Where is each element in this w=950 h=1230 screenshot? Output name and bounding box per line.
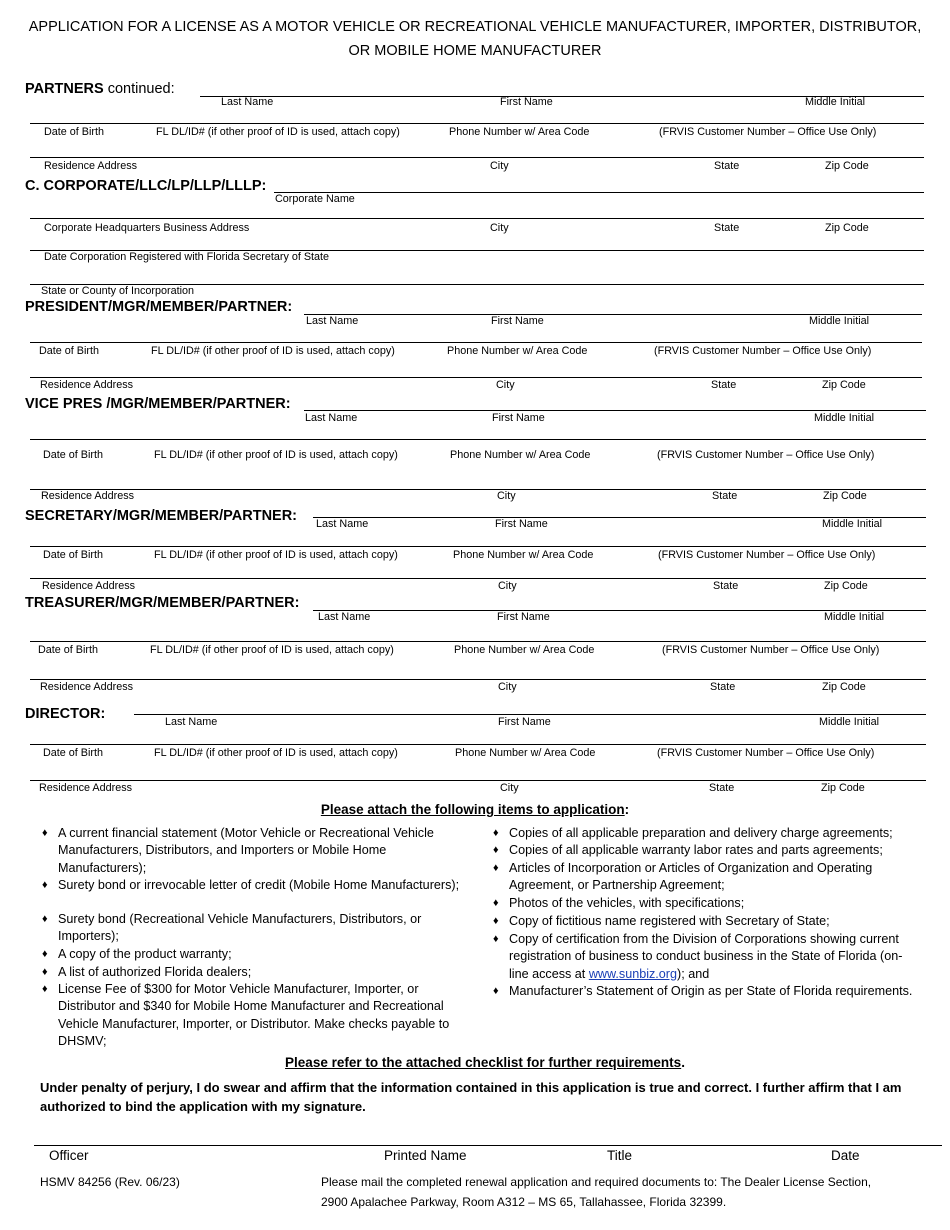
vice-president-dl-label: FL DL/ID# (if other proof of ID is used, attach copy) <box>154 449 398 461</box>
vice-president-id-line[interactable] <box>30 439 926 440</box>
president-zip-label: Zip Code <box>822 379 866 391</box>
secretary-dob-label: Date of Birth <box>43 549 104 561</box>
attach-heading: Please attach the following items to application: <box>320 802 630 817</box>
secretary-id-line[interactable] <box>30 546 926 547</box>
partners-dl-label: FL DL/ID# (if other proof of ID is used, attach copy) <box>156 126 400 138</box>
director-name-line[interactable] <box>134 714 926 715</box>
president-address-line[interactable] <box>30 377 922 378</box>
attach-item-warranty: ♦ A copy of the product warranty; <box>58 946 468 963</box>
partners-address-line[interactable] <box>30 157 924 158</box>
treasurer-residence-label: Residence Address <box>40 681 134 693</box>
attach-item-warranty-labor: ♦ Copies of all applicable warranty labor rates and parts agreements; <box>509 842 929 859</box>
secretary-city-label: City <box>498 580 517 592</box>
treasurer-state-label: State <box>710 681 736 693</box>
treasurer-first-name-label: First Name <box>497 611 550 623</box>
bullet-diamond-icon: ♦ <box>42 913 48 925</box>
attach-item-dealers: ♦ A list of authorized Florida dealers; <box>58 964 468 981</box>
treasurer-id-line[interactable] <box>30 641 926 642</box>
attach-item-license-fee: ♦ License Fee of $300 for Motor Vehicle Manufacturer, Importer, or Distributor and $340 for Mobile Home Manufacturer and Recreational Vehicle Manufacturer, Importer, or Distributor. Make checks payable to DHSMV; <box>42 982 450 1049</box>
affirmation-text: Under penalty of perjury, I do swear and affirm that the information contained in this application is true and correct. I further affirm that I am authorized to bind the application with my signature. <box>40 1080 902 1114</box>
bullet-diamond-icon: ♦ <box>42 879 48 891</box>
vice-president-state-label: State <box>712 490 738 502</box>
bullet-diamond-icon: ♦ <box>42 827 48 839</box>
treasurer-phone-label: Phone Number w/ Area Code <box>454 644 595 656</box>
vice-president-address-line[interactable] <box>30 489 926 490</box>
treasurer-city-label: City <box>498 681 517 693</box>
partners-city-label: City <box>490 160 509 172</box>
attach-item-articles: ♦ Articles of Incorporation or Articles of Organization and Operating Agreement, or Partnership Agreement; <box>493 861 873 893</box>
partners-frvis-label: (FRVIS Customer Number – Office Use Only) <box>659 126 877 138</box>
treasurer-heading: TREASURER/MGR/MEMBER/PARTNER: <box>25 595 300 611</box>
corporate-state-label: State <box>714 222 740 234</box>
president-phone-label: Phone Number w/ Area Code <box>447 345 588 357</box>
sunbiz-link[interactable]: www.sunbiz.org <box>588 966 678 981</box>
secretary-state-label: State <box>713 580 739 592</box>
treasurer-dl-label: FL DL/ID# (if other proof of ID is used, attach copy) <box>150 644 394 656</box>
treasurer-frvis-label: (FRVIS Customer Number – Office Use Only) <box>662 644 880 656</box>
form-title-line-2: OR MOBILE HOME MANUFACTURER <box>348 43 602 59</box>
corporate-date-registered-label: Date Corporation Registered with Florida Secretary of State <box>44 251 330 263</box>
president-state-label: State <box>711 379 737 391</box>
partners-id-line[interactable] <box>30 123 924 124</box>
attach-item-mso: ♦ Manufacturer’s Statement of Origin as per State of Florida requirements. <box>509 983 929 1000</box>
partners-dob-label: Date of Birth <box>44 126 105 138</box>
bullet-diamond-icon: ♦ <box>493 915 499 927</box>
bullet-diamond-icon: ♦ <box>493 827 499 839</box>
secretary-first-name-label: First Name <box>495 518 548 530</box>
secretary-middle-initial-label: Middle Initial <box>822 518 883 530</box>
president-heading: PRESIDENT/MGR/MEMBER/PARTNER: <box>25 299 293 315</box>
secretary-address-line[interactable] <box>30 578 926 579</box>
attach-item-financial: ♦ A current financial statement (Motor Vehicle or Recreational Vehicle Manufacturers, Distributors, and Importers or Mobile Home Manufacturers); <box>42 826 434 875</box>
secretary-dl-label: FL DL/ID# (if other proof of ID is used, attach copy) <box>154 549 398 561</box>
vice-president-zip-label: Zip Code <box>823 490 867 502</box>
signature-title-label: Title <box>607 1148 633 1163</box>
signature-printed-name-label: Printed Name <box>384 1148 467 1163</box>
corporate-hq-line[interactable] <box>30 218 924 219</box>
director-zip-label: Zip Code <box>821 782 865 794</box>
president-frvis-label: (FRVIS Customer Number – Office Use Only) <box>654 345 872 357</box>
form-title-line-1: APPLICATION FOR A LICENSE AS A MOTOR VEHICLE OR RECREATIONAL VEHICLE MANUFACTURER, IMPORTER, DISTRIBUTOR, <box>28 19 922 35</box>
treasurer-middle-initial-label: Middle Initial <box>824 611 885 623</box>
partners-middle-initial-label: Middle Initial <box>805 96 866 108</box>
partners-zip-label: Zip Code <box>825 160 869 172</box>
partners-state-label: State <box>714 160 740 172</box>
secretary-phone-label: Phone Number w/ Area Code <box>453 549 594 561</box>
director-last-name-label: Last Name <box>165 716 218 728</box>
bullet-diamond-icon: ♦ <box>493 933 499 945</box>
attach-item-certification: ♦ Copy of certification from the Division of Corporations showing current registration of business to conduct business in the State of Florida (on-line access at www.sunbiz.org); and <box>493 932 903 981</box>
corporate-name-label: Corporate Name <box>275 193 355 205</box>
bullet-diamond-icon: ♦ <box>42 948 48 960</box>
president-first-name-label: First Name <box>491 315 544 327</box>
partners-residence-label: Residence Address <box>44 160 138 172</box>
bullet-diamond-icon: ♦ <box>493 862 499 874</box>
director-state-label: State <box>709 782 735 794</box>
corporate-city-label: City <box>490 222 509 234</box>
secretary-last-name-label: Last Name <box>316 518 369 530</box>
president-dl-label: FL DL/ID# (if other proof of ID is used, attach copy) <box>151 345 395 357</box>
treasurer-last-name-label: Last Name <box>318 611 371 623</box>
director-residence-label: Residence Address <box>39 782 133 794</box>
attach-item-surety-mh: ♦ Surety bond or irrevocable letter of credit (Mobile Home Manufacturers); <box>58 877 468 894</box>
president-residence-label: Residence Address <box>40 379 134 391</box>
president-last-name-label: Last Name <box>306 315 359 327</box>
attach-item-prep-delivery: ♦ Copies of all applicable preparation and delivery charge agreements; <box>509 825 929 842</box>
bullet-diamond-icon: ♦ <box>493 897 499 909</box>
corporate-zip-label: Zip Code <box>825 222 869 234</box>
signature-date-label: Date <box>831 1148 860 1163</box>
director-frvis-label: (FRVIS Customer Number – Office Use Only) <box>657 747 875 759</box>
corporate-name-line[interactable] <box>274 192 924 193</box>
director-dl-label: FL DL/ID# (if other proof of ID is used, attach copy) <box>154 747 398 759</box>
partners-heading: PARTNERS continued: <box>25 81 175 97</box>
president-id-line[interactable] <box>30 342 922 343</box>
director-middle-initial-label: Middle Initial <box>819 716 880 728</box>
bullet-diamond-icon: ♦ <box>493 985 499 997</box>
president-city-label: City <box>496 379 515 391</box>
director-city-label: City <box>500 782 519 794</box>
bullet-diamond-icon: ♦ <box>493 844 499 856</box>
corporate-hq-label: Corporate Headquarters Business Address <box>44 222 250 234</box>
director-address-line[interactable] <box>30 780 926 781</box>
vice-president-first-name-label: First Name <box>492 412 545 424</box>
secretary-residence-label: Residence Address <box>42 580 136 592</box>
partners-last-name-label: Last Name <box>221 96 274 108</box>
signature-officer-label: Officer <box>49 1148 89 1163</box>
vice-president-name-line[interactable] <box>304 410 926 411</box>
corporate-state-county-label: State or County of Incorporation <box>41 285 195 297</box>
vice-president-dob-label: Date of Birth <box>43 449 104 461</box>
partners-first-name-label: First Name <box>500 96 553 108</box>
vice-president-residence-label: Residence Address <box>41 490 135 502</box>
bullet-diamond-icon: ♦ <box>42 966 48 978</box>
vice-president-last-name-label: Last Name <box>305 412 358 424</box>
attach-item-fictitious-name: ♦ Copy of fictitious name registered with Secretary of State; <box>509 913 929 930</box>
director-dob-label: Date of Birth <box>43 747 104 759</box>
partners-phone-label: Phone Number w/ Area Code <box>449 126 590 138</box>
director-id-line[interactable] <box>30 744 926 745</box>
attach-item-surety-rv: ♦ Surety bond (Recreational Vehicle Manufacturers, Distributors, or Importers); <box>42 912 422 944</box>
secretary-frvis-label: (FRVIS Customer Number – Office Use Only) <box>658 549 876 561</box>
treasurer-zip-label: Zip Code <box>822 681 866 693</box>
form-number: HSMV 84256 (Rev. 06/23) <box>40 1175 180 1189</box>
signature-line[interactable] <box>34 1145 942 1146</box>
bullet-diamond-icon: ♦ <box>42 983 48 995</box>
director-heading: DIRECTOR: <box>25 706 106 722</box>
corporate-heading: C. CORPORATE/LLC/LP/LLP/LLLP: <box>25 178 267 194</box>
vice-president-frvis-label: (FRVIS Customer Number – Office Use Only) <box>657 449 875 461</box>
vice-president-phone-label: Phone Number w/ Area Code <box>450 449 591 461</box>
secretary-zip-label: Zip Code <box>824 580 868 592</box>
director-first-name-label: First Name <box>498 716 551 728</box>
checklist-note: Please refer to the attached checklist for further requirements. <box>285 1055 685 1070</box>
secretary-heading: SECRETARY/MGR/MEMBER/PARTNER: <box>25 508 298 524</box>
mail-instructions: Please mail the completed renewal application and required documents to: The Dealer License Section, 2900 Apalachee Parkway, Room A312 – MS 65, Tallahassee, Florida 32399. <box>321 1175 872 1209</box>
attach-item-photos: ♦ Photos of the vehicles, with specifications; <box>509 895 929 912</box>
vice-president-middle-initial-label: Middle Initial <box>814 412 875 424</box>
president-middle-initial-label: Middle Initial <box>809 315 870 327</box>
treasurer-dob-label: Date of Birth <box>38 644 99 656</box>
vice-president-city-label: City <box>497 490 516 502</box>
treasurer-address-line[interactable] <box>30 679 926 680</box>
vice-president-heading: VICE PRES /MGR/MEMBER/PARTNER: <box>25 396 291 412</box>
director-phone-label: Phone Number w/ Area Code <box>455 747 596 759</box>
president-dob-label: Date of Birth <box>39 345 100 357</box>
